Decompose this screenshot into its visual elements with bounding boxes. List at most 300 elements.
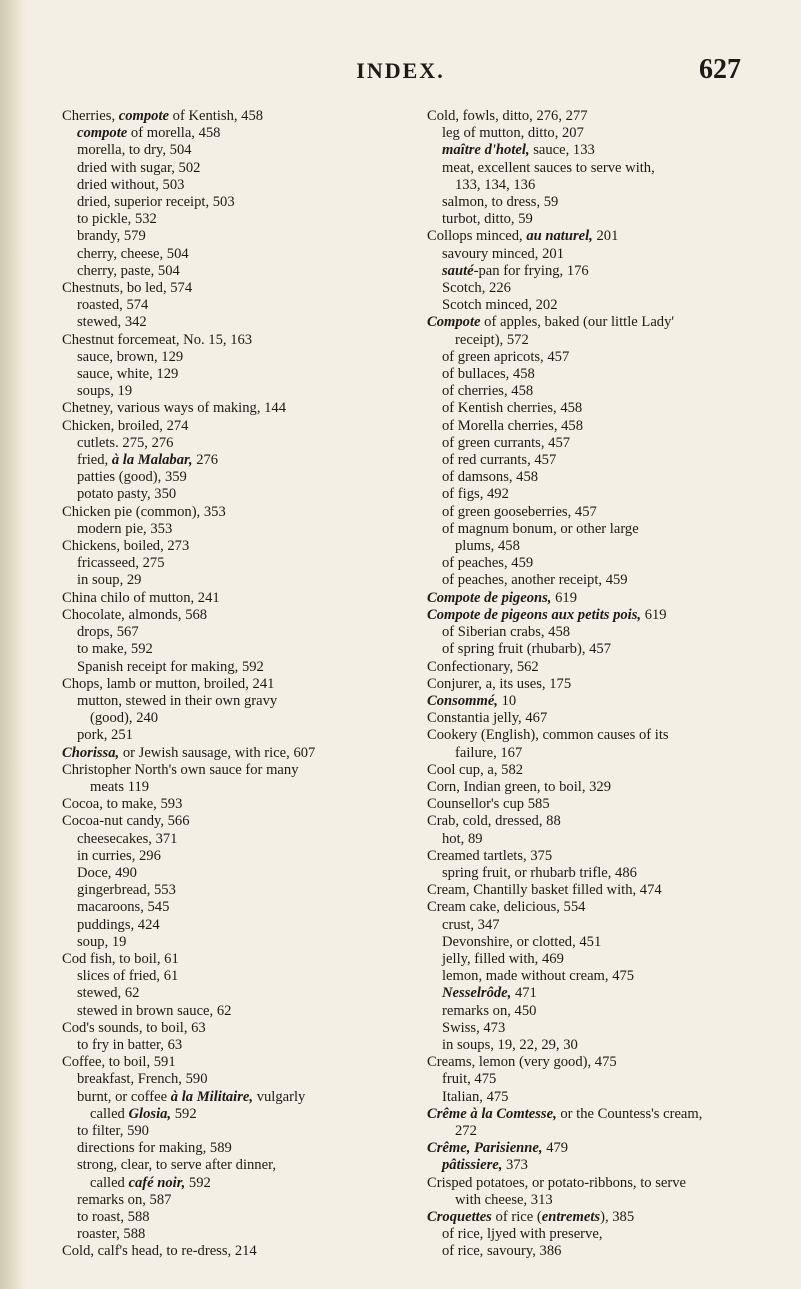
- entry-text: China chilo of mutton, 241: [62, 589, 220, 606]
- index-subentry: [62, 693, 392, 710]
- index-entry: [62, 676, 392, 693]
- page-title: INDEX.: [356, 58, 445, 83]
- entry-text: fruit, 475: [442, 1071, 497, 1088]
- entry-text: of bullaces, 458: [442, 366, 535, 383]
- entry-text: Cream cake, delicious, 554: [427, 899, 586, 916]
- entry-text: drops, 567: [77, 624, 139, 641]
- index-subentry: [62, 194, 392, 211]
- index-entry: [427, 848, 772, 865]
- entry-text: stewed, 342: [77, 314, 147, 331]
- entry-italic-term: Compote: [427, 314, 481, 331]
- entry-text: mutton, stewed in their own gravy: [77, 692, 278, 709]
- entry-italic-term: Consommé,: [427, 692, 498, 709]
- entry-text: of spring fruit (rhubarb), 457: [442, 641, 612, 658]
- index-subentry: [427, 263, 772, 280]
- entry-text: (good), 240: [90, 710, 159, 727]
- entry-text: Cod's sounds, to boil, 63: [62, 1019, 206, 1036]
- entry-text: of green apricots, 457: [442, 348, 570, 365]
- index-entry: [62, 400, 392, 417]
- entry-text: 276: [192, 452, 219, 469]
- entry-text: roasted, 574: [77, 297, 149, 314]
- entry-text: soups, 19: [77, 383, 133, 400]
- entry-text: soup, 19: [77, 933, 127, 950]
- index-subentry: [62, 521, 392, 538]
- entry-text: dried, superior receipt, 503: [77, 194, 235, 211]
- index-subentry: [62, 1209, 392, 1226]
- entry-text: puddings, 424: [77, 916, 160, 933]
- index-entry: [427, 1106, 772, 1123]
- entry-text: Cool cup, a, 582: [427, 761, 524, 778]
- entry-text: burnt, or coffee: [77, 1088, 171, 1105]
- entry-text: sauce, brown, 129: [77, 348, 184, 365]
- entry-text: Constantia jelly, 467: [427, 710, 548, 727]
- index-entry: [427, 228, 772, 245]
- entry-text: stewed, 62: [77, 985, 140, 1002]
- index-subentry: [427, 951, 772, 968]
- index-subentry: [62, 177, 392, 194]
- entry-text: of green gooseberries, 457: [442, 503, 597, 520]
- index-entry: [427, 762, 772, 779]
- entry-text: to make, 592: [77, 641, 153, 658]
- index-entry: [427, 1054, 772, 1071]
- entry-text: Cold, fowls, ditto, 276, 277: [427, 108, 588, 124]
- index-entry: [427, 710, 772, 727]
- entry-italic-term: Compote de pigeons,: [427, 589, 552, 606]
- index-subentry: [427, 572, 772, 589]
- entry-text: in curries, 296: [77, 847, 161, 864]
- entry-text: ), 385: [600, 1209, 635, 1225]
- entry-italic-term: maître d'hotel,: [442, 142, 530, 159]
- index-subentry: [427, 1123, 772, 1140]
- index-entry: [427, 676, 772, 693]
- entry-text: Crab, cold, dressed, 88: [427, 813, 561, 830]
- entry-text: to roast, 588: [77, 1209, 150, 1225]
- entry-text: salmon, to dress, 59: [442, 194, 559, 211]
- entry-text: Chestnut forcemeat, No. 15, 163: [62, 331, 253, 348]
- entry-text: Cod fish, to boil, 61: [62, 950, 179, 967]
- index-subentry: [62, 1175, 392, 1192]
- entry-italic-term: entremets: [541, 1209, 601, 1225]
- entry-italic-term: compote: [77, 125, 128, 142]
- index-subentry: [62, 160, 392, 177]
- entry-text: Cocoa-nut candy, 566: [62, 813, 190, 830]
- index-subentry: [62, 985, 392, 1002]
- entry-text: patties (good), 359: [77, 469, 187, 486]
- entry-text: Cream, Chantilly basket filled with, 474: [427, 882, 662, 899]
- index-subentry: [427, 1020, 772, 1037]
- index-subentry: [427, 160, 772, 177]
- index-subentry: [427, 985, 772, 1002]
- index-subentry: [62, 366, 392, 383]
- entry-text: 201: [592, 228, 619, 245]
- index-subentry: [427, 366, 772, 383]
- entry-text: of cherries, 458: [442, 383, 534, 400]
- index-subentry: [62, 934, 392, 951]
- entry-text: Conjurer, a, its uses, 175: [427, 675, 572, 692]
- index-subentry: [427, 1071, 772, 1088]
- entry-text: cutlets. 275, 276: [77, 434, 174, 451]
- index-entry: [62, 813, 392, 830]
- entry-text: to pickle, 532: [77, 211, 157, 228]
- index-subentry: [62, 228, 392, 245]
- entry-italic-term: Glosia,: [128, 1105, 172, 1122]
- index-subentry: [62, 349, 392, 366]
- index-entry: [427, 779, 772, 796]
- index-subentry: [62, 125, 392, 142]
- entry-text: failure, 167: [455, 744, 523, 761]
- index-subentry: [62, 779, 392, 796]
- index-entry: [62, 332, 392, 349]
- index-subentry: [427, 177, 772, 194]
- index-subentry: [427, 641, 772, 658]
- entry-text: cheesecakes, 371: [77, 830, 178, 847]
- index-subentry: [62, 1157, 392, 1174]
- entry-text: Chops, lamb or mutton, broiled, 241: [62, 675, 275, 692]
- index-entry: [62, 1054, 392, 1071]
- index-subentry: [62, 469, 392, 486]
- index-subentry: [62, 314, 392, 331]
- entry-italic-term: Nesselrôde,: [442, 985, 512, 1002]
- index-subentry: [427, 934, 772, 951]
- entry-italic-term: Chorissa,: [62, 744, 120, 761]
- index-subentry: [427, 349, 772, 366]
- entry-text: lemon, made without cream, 475: [442, 968, 635, 985]
- entry-text: 373: [502, 1157, 528, 1174]
- entry-text: called: [90, 1174, 129, 1191]
- index-entry: [62, 538, 392, 555]
- index-subentry: [427, 246, 772, 263]
- index-entry: [427, 1209, 772, 1226]
- index-entry: [427, 813, 772, 830]
- entry-text: fried,: [77, 452, 112, 469]
- index-subentry: [427, 745, 772, 762]
- entry-text: remarks on, 450: [442, 1002, 537, 1019]
- index-subentry: [427, 504, 772, 521]
- entry-text: Chicken, broiled, 274: [62, 417, 189, 434]
- index-subentry: [62, 917, 392, 934]
- index-subentry: [62, 211, 392, 228]
- entry-text: 471: [511, 985, 537, 1002]
- entry-text: spring fruit, or rhubarb trifle, 486: [442, 864, 637, 881]
- index-subentry: [427, 1226, 772, 1243]
- index-subentry: [62, 1003, 392, 1020]
- index-entry: [62, 745, 392, 762]
- index-subentry: [62, 297, 392, 314]
- index-subentry: [427, 297, 772, 314]
- index-subentry: [62, 572, 392, 589]
- index-subentry: [427, 211, 772, 228]
- entry-text: 592: [171, 1105, 197, 1122]
- entry-text: with cheese, 313: [455, 1191, 553, 1208]
- entry-text: of figs, 492: [442, 486, 509, 503]
- entry-text: Collops minced,: [427, 228, 527, 245]
- index-subentry: [427, 452, 772, 469]
- entry-text: 479: [542, 1140, 569, 1157]
- entry-text: remarks on, 587: [77, 1191, 172, 1208]
- entry-italic-term: compote: [118, 108, 170, 124]
- entry-text: plums, 458: [455, 538, 520, 555]
- index-entry: [62, 590, 392, 607]
- index-subentry: [427, 1192, 772, 1209]
- entry-text: directions for making, 589: [77, 1140, 232, 1157]
- entry-text: stewed in brown sauce, 62: [77, 1002, 232, 1019]
- index-subentry: [427, 1037, 772, 1054]
- entry-text: of rice, savoury, 386: [442, 1243, 562, 1260]
- entry-text: Spanish receipt for making, 592: [77, 658, 264, 675]
- index-entry: [62, 280, 392, 297]
- entry-text: of peaches, 459: [442, 555, 534, 572]
- entry-text: Chestnuts, bo led, 574: [62, 280, 193, 297]
- entry-text: leg of mutton, ditto, 207: [442, 125, 584, 142]
- index-entry: [62, 762, 392, 779]
- entry-text: hot, 89: [442, 830, 483, 847]
- index-entry: [427, 590, 772, 607]
- entry-text: turbot, ditto, 59: [442, 211, 533, 228]
- entry-text: strong, clear, to serve after dinner,: [77, 1157, 277, 1174]
- index-subentry: [427, 917, 772, 934]
- index-subentry: [427, 142, 772, 159]
- index-subentry: [62, 1089, 392, 1106]
- index-entry: [427, 108, 772, 125]
- index-subentry: [62, 710, 392, 727]
- index-entry: [427, 314, 772, 331]
- index-subentry: [62, 555, 392, 572]
- index-subentry: [62, 452, 392, 469]
- entry-text: in soups, 19, 22, 29, 30: [442, 1036, 578, 1053]
- entry-text: of Kentish, 458: [169, 108, 264, 124]
- entry-text: Cherries,: [62, 108, 119, 124]
- entry-text: dried without, 503: [77, 176, 185, 193]
- index-subentry: [62, 263, 392, 280]
- entry-text: 619: [641, 606, 667, 623]
- entry-text: modern pie, 353: [77, 520, 173, 537]
- index-subentry: [427, 332, 772, 349]
- entry-text: receipt), 572: [455, 331, 529, 348]
- entry-text: of peaches, another receipt, 459: [442, 572, 628, 589]
- entry-italic-term: café noir,: [128, 1174, 186, 1191]
- index-subentry: [427, 624, 772, 641]
- entry-italic-term: Compote de pigeons aux petits pois,: [427, 606, 642, 623]
- index-column-left: [62, 108, 392, 1261]
- entry-text: Chocolate, almonds, 568: [62, 606, 208, 623]
- index-subentry: [62, 968, 392, 985]
- index-entry: [62, 951, 392, 968]
- index-subentry: [427, 968, 772, 985]
- entry-italic-term: Crême, Parisienne,: [427, 1140, 543, 1157]
- entry-italic-term: sauté: [442, 262, 474, 279]
- entry-text: of damsons, 458: [442, 469, 539, 486]
- index-entry: [427, 1140, 772, 1157]
- entry-text: Creams, lemon (very good), 475: [427, 1054, 617, 1071]
- index-subentry: [62, 1192, 392, 1209]
- index-subentry: [427, 1003, 772, 1020]
- index-entry: [62, 1020, 392, 1037]
- entry-text: or the Countess's cream,: [556, 1105, 703, 1122]
- entry-text: to fry in batter, 63: [77, 1036, 183, 1053]
- entry-text: morella, to dry, 504: [77, 142, 192, 159]
- entry-text: Scotch minced, 202: [442, 297, 558, 314]
- index-subentry: [62, 142, 392, 159]
- entry-text: Devonshire, or clotted, 451: [442, 933, 602, 950]
- index-subentry: [427, 1157, 772, 1174]
- entry-text: potato pasty, 350: [77, 486, 177, 503]
- index-subentry: [62, 848, 392, 865]
- entry-italic-term: à la Malabar,: [111, 452, 193, 469]
- entry-text: to filter, 590: [77, 1122, 149, 1139]
- entry-text: Confectionary, 562: [427, 658, 539, 675]
- entry-text: Doce, 490: [77, 864, 137, 881]
- index-subentry: [427, 125, 772, 142]
- index-entry: [427, 659, 772, 676]
- entry-text: breakfast, French, 590: [77, 1071, 208, 1088]
- entry-text: of Morella cherries, 458: [442, 417, 584, 434]
- entry-text: Swiss, 473: [442, 1019, 506, 1036]
- entry-text: Scotch, 226: [442, 280, 511, 297]
- entry-text: pork, 251: [77, 727, 133, 744]
- index-subentry: [427, 469, 772, 486]
- index-subentry: [427, 418, 772, 435]
- entry-text: of apples, baked (our little Lady': [480, 314, 675, 331]
- entry-text: savoury minced, 201: [442, 245, 564, 262]
- entry-text: of rice (: [491, 1209, 542, 1225]
- index-subentry: [62, 659, 392, 676]
- entry-text: crust, 347: [442, 916, 500, 933]
- entry-text: -pan for frying, 176: [473, 262, 589, 279]
- index-subentry: [62, 865, 392, 882]
- entry-text: 272: [455, 1122, 477, 1139]
- entry-text: slices of fried, 61: [77, 968, 179, 985]
- entry-text: roaster, 588: [77, 1226, 146, 1243]
- entry-text: of magnum bonum, or other large: [442, 520, 639, 537]
- entry-italic-term: à la Militaire,: [170, 1088, 254, 1105]
- index-entry: [427, 693, 772, 710]
- index-column-right: [427, 108, 772, 1261]
- entry-text: sauce, white, 129: [77, 366, 179, 383]
- entry-text: Italian, 475: [442, 1088, 509, 1105]
- entry-text: brandy, 579: [77, 228, 146, 245]
- index-subentry: [62, 486, 392, 503]
- entry-text: vulgarly: [253, 1088, 306, 1105]
- entry-text: meat, excellent sauces to serve with,: [442, 159, 655, 176]
- index-subentry: [62, 641, 392, 658]
- index-entry: [427, 882, 772, 899]
- entry-text: Coffee, to boil, 591: [62, 1054, 176, 1071]
- entry-text: 619: [551, 589, 577, 606]
- entry-text: Cookery (English), common causes of its: [427, 727, 669, 744]
- index-subentry: [62, 1037, 392, 1054]
- entry-text: dried with sugar, 502: [77, 159, 201, 176]
- entry-text: of Siberian crabs, 458: [442, 624, 571, 641]
- index-subentry: [62, 882, 392, 899]
- entry-italic-term: Crême à la Comtesse,: [427, 1105, 557, 1122]
- index-subentry: [62, 1226, 392, 1243]
- index-subentry: [427, 521, 772, 538]
- entry-text: fricasseed, 275: [77, 555, 165, 572]
- entry-italic-term: pâtissiere,: [442, 1157, 503, 1174]
- entry-text: cherry, paste, 504: [77, 262, 180, 279]
- index-subentry: [62, 1140, 392, 1157]
- index-entry: [62, 418, 392, 435]
- entry-text: Creamed tartlets, 375: [427, 847, 553, 864]
- index-entry: [62, 607, 392, 624]
- entry-text: 592: [185, 1174, 211, 1191]
- index-subentry: [427, 555, 772, 572]
- index-subentry: [62, 727, 392, 744]
- index-entry: [62, 796, 392, 813]
- index-subentry: [62, 1106, 392, 1123]
- entry-text: cherry, cheese, 504: [77, 245, 189, 262]
- page-number: 627: [699, 54, 741, 85]
- entry-text: Cold, calf's head, to re-dress, 214: [62, 1243, 257, 1260]
- index-entry: [62, 504, 392, 521]
- entry-text: sauce, 133: [529, 142, 595, 159]
- entry-text: gingerbread, 553: [77, 882, 176, 899]
- entry-text: of Kentish cherries, 458: [442, 400, 583, 417]
- entry-text: macaroons, 545: [77, 899, 170, 916]
- entry-text: jelly, filled with, 469: [442, 950, 564, 967]
- index-entry: [427, 727, 772, 744]
- entry-text: or Jewish sausage, with rice, 607: [119, 744, 316, 761]
- page-gutter-shadow: [0, 0, 26, 1289]
- entry-text: Chickens, boiled, 273: [62, 538, 190, 555]
- entry-italic-term: au naturel,: [526, 228, 593, 245]
- index-subentry: [62, 899, 392, 916]
- index-entry: [427, 607, 772, 624]
- index-entry: [427, 1175, 772, 1192]
- entry-text: in soup, 29: [77, 572, 142, 589]
- entry-text: of red currants, 457: [442, 452, 557, 469]
- index-subentry: [427, 194, 772, 211]
- entry-text: meats 119: [90, 778, 150, 795]
- index-subentry: [427, 538, 772, 555]
- entry-text: Christopher North's own sauce for many: [62, 761, 299, 778]
- entry-text: of rice, ljyed with preserve,: [442, 1226, 603, 1243]
- entry-text: Corn, Indian green, to boil, 329: [427, 778, 612, 795]
- entry-text: 133, 134, 136: [455, 176, 536, 193]
- index-subentry: [427, 280, 772, 297]
- entry-text: called: [90, 1105, 129, 1122]
- index-subentry: [427, 400, 772, 417]
- entry-text: Chetney, various ways of making, 144: [62, 400, 287, 417]
- index-subentry: [62, 624, 392, 641]
- index-subentry: [427, 831, 772, 848]
- entry-text: Chicken pie (common), 353: [62, 503, 226, 520]
- index-entry: [427, 899, 772, 916]
- index-subentry: [427, 1243, 772, 1260]
- entry-text: of green currants, 457: [442, 434, 571, 451]
- entry-text: Cocoa, to make, 593: [62, 796, 183, 813]
- index-subentry: [427, 865, 772, 882]
- index-subentry: [62, 383, 392, 400]
- entry-text: of morella, 458: [127, 125, 221, 142]
- index-subentry: [62, 246, 392, 263]
- index-subentry: [62, 831, 392, 848]
- index-entry: [427, 796, 772, 813]
- entry-text: Crisped potatoes, or potato-ribbons, to serve: [427, 1174, 686, 1191]
- index-subentry: [427, 486, 772, 503]
- index-subentry: [62, 1071, 392, 1088]
- index-subentry: [427, 435, 772, 452]
- index-subentry: [62, 1123, 392, 1140]
- entry-text: 10: [497, 692, 517, 709]
- entry-italic-term: Croquettes: [427, 1209, 492, 1225]
- index-entry: [62, 1243, 392, 1260]
- index-entry: [62, 108, 392, 125]
- index-subentry: [427, 1089, 772, 1106]
- index-subentry: [62, 435, 392, 452]
- index-subentry: [427, 383, 772, 400]
- entry-text: Counsellor's cup 585: [427, 796, 550, 813]
